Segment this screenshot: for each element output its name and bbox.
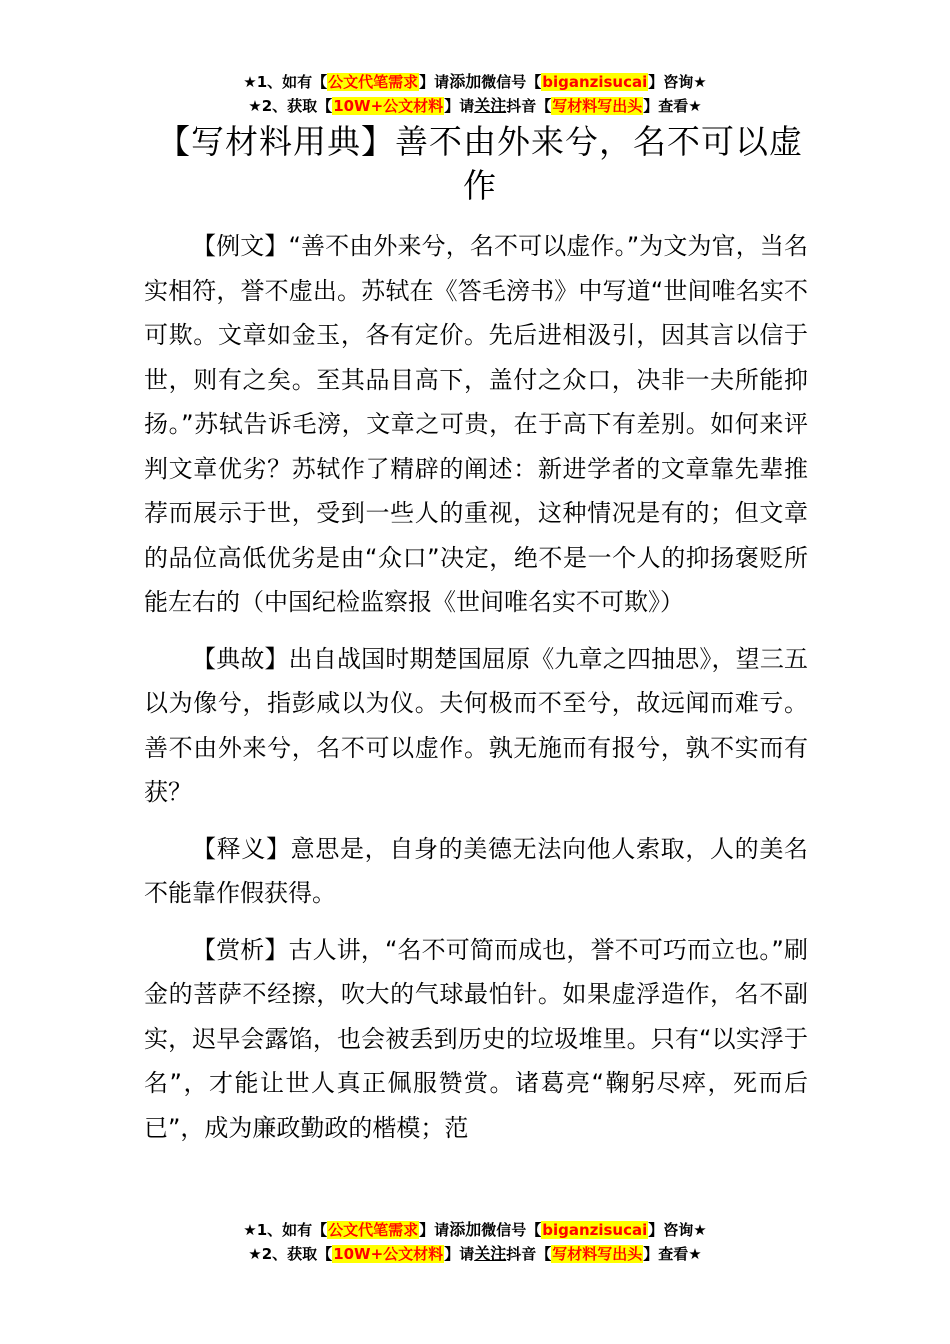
highlight-materials: 10W+公文材料 [333,1245,444,1263]
banner-text: 】请 [419,73,450,91]
highlight-douyin-account: 写材料写出头 [552,97,643,115]
banner-line-1 [0,70,950,94]
banner-text: 2、获取【 [261,97,333,115]
page-title: 【写材料用典】善不由外来兮，名不可以虚作 [157,122,803,205]
banner-text: 1、如有【 [256,1221,328,1239]
paragraph-example: 【例文】“善不由外来兮，名不可以虚作。”为文为官，当名实相符，誉不虚出。苏轼在《答毛滂书》中写道“世间唯名实不可欺。文章如金玉，各有定价。先后进相汲引，因其言以信于世，则有之矣。至其品目高下，盖付之众口，决非一夫所能抑扬。”苏轼告诉毛滂，文章之可贵，在于高下有差别。如何来评判文章优劣？苏轼作了精辟的阐述：新进学者的文章靠先辈推荐而展示于世，受到一些人的重视，这种情况是有的；但文章的品位高低优劣是由“众口”决定，绝不是一个人的抑扬褒贬所能左右的（中国纪检监察报《世间唯名实不可欺》） [144,232,808,616]
banner-text: 2、获取【 [261,1245,333,1263]
banner-emphasis: 关注 [474,96,507,115]
banner-text: 微信号【 [481,73,542,91]
banner-text: 】查看★ [643,1245,702,1263]
banner-emphasis: 添加 [449,72,482,91]
banner-emphasis: 添加 [449,1220,482,1239]
banner-text: 】请 [419,1221,450,1239]
paragraph-allusion: 【典故】出自战国时期楚国屈原《九章之四抽思》，望三五以为像兮，指彭咸以为仪。夫何极而不至兮，故远闻而难亏。善不由外来兮，名不可以虚作。孰无施而有报兮，孰不实而有获？ [144,644,808,806]
highlight-writing-service: 公文代笔需求 [328,73,419,91]
star-icon: ★ [248,97,262,115]
banner-text: 】咨询★ [648,73,707,91]
paragraph-meaning: 【释义】意思是，自身的美德无法向他人索取，人的美名不能靠作假获得。 [144,834,808,907]
header-banner [0,70,950,118]
star-icon: ★ [248,1245,262,1263]
highlight-wechat-id: biganzisucai [542,73,648,91]
star-icon: ★ [243,73,257,91]
banner-text: 抖音【 [506,97,552,115]
highlight-wechat-id: biganzisucai [542,1221,648,1239]
banner-text: 】咨询★ [648,1221,707,1239]
paragraph-appreciation: 【赏析】古人讲，“名不可简而成也，誉不可巧而立也。”刷金的菩萨不经擦，吹大的气球最怕针。如果虚浮造作，名不副实，迟早会露馅，也会被丢到历史的垃圾堆里。只有“以实浮于名”，才能让世人真正佩服赞赏。诸葛亮“鞠躬尽瘁，死而后已”，成为廉政勤政的楷模；范 [144,935,808,1142]
highlight-douyin-account: 写材料写出头 [552,1245,643,1263]
banner-text: 微信号【 [481,1221,542,1239]
banner-text: 1、如有【 [256,73,328,91]
article-body [144,224,808,1162]
banner-line-2 [0,1242,950,1266]
banner-line-2 [0,94,950,118]
highlight-writing-service: 公文代笔需求 [328,1221,419,1239]
banner-emphasis: 关注 [474,1244,507,1263]
banner-text: 】请 [444,1245,475,1263]
highlight-materials: 10W+公文材料 [333,97,444,115]
banner-text: 】查看★ [643,97,702,115]
banner-text: 抖音【 [506,1245,552,1263]
banner-line-1 [0,1218,950,1242]
star-icon: ★ [243,1221,257,1239]
banner-text: 】请 [444,97,475,115]
footer-banner [0,1218,950,1266]
